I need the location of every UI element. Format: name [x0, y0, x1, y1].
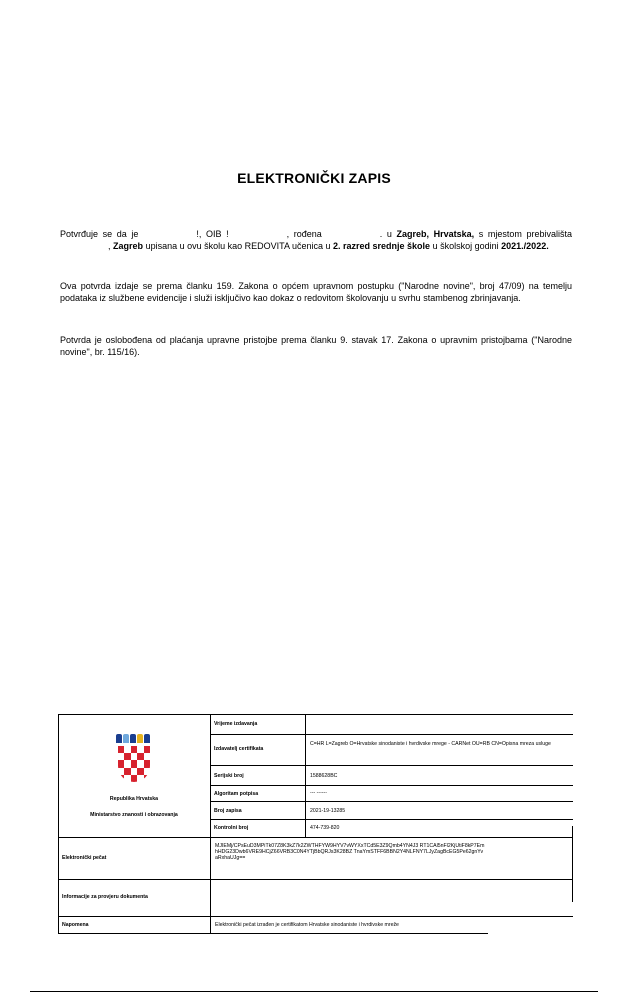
document-title: ELEKTRONIČKI ZAPIS [237, 170, 391, 186]
row-value-serial: 1588628BC [310, 773, 338, 779]
row-value-signature-algorithm: --- ------ [310, 790, 327, 796]
p1-text-g: upisana u ovu školu kao REDOVITA učenica u [145, 240, 331, 251]
row-label-serial: Serijski broj [214, 773, 244, 779]
bottom-rule [30, 991, 598, 992]
row-label-record-number: Broj zapisa [214, 808, 242, 814]
p1-text-c: , rođena [286, 229, 322, 239]
info-label: Informacije za provjeru dokumenta [62, 894, 148, 900]
paragraph-confirmation [60, 229, 572, 252]
p1-text-d: . u [379, 229, 392, 239]
row-value-cert-issuer: C=HR L=Zagreb O=Hrvatske sinodaniste i hvrdivske mrege - CARNet OU=RB CN=Opisna mreza usluge [310, 741, 551, 747]
p1-text-h: u školskoj godini [432, 240, 499, 251]
note-label: Napomena [62, 922, 89, 928]
paragraph-fee-exemption: Potvrda je oslobođena od plaćanja upravne pristojbe prema članku 9. stavak 17. Zakona o upravnim pristojbama ("Narodne novine", br. 115/16). [60, 335, 572, 357]
row-label-cert-issuer: Izdavatelj certifikata [214, 746, 264, 752]
issuer-line-2: Ministarstvo znanosti i obrazovanja [90, 812, 178, 818]
p1-place: Zagreb, Hrvatska, [396, 229, 475, 239]
p1-text-b: !, OIB ! [196, 229, 229, 239]
p1-city: Zagreb [113, 240, 144, 251]
row-value-control-number: 474-739-820 [310, 825, 340, 831]
note-value: Elektronički pečat izrađen je certifikatom Hrvatske sinodaniste i hvrdivske mreže [215, 922, 399, 928]
p1-year: 2021./2022. [501, 240, 549, 251]
issuer-line-1: Republika Hrvatska [109, 796, 159, 802]
croatian-coat-of-arms-icon [114, 734, 154, 786]
p1-text-e: s mjestom prebivališta [478, 229, 572, 239]
row-label-issued-time: Vrijeme izdavanja [214, 721, 258, 727]
seal-label: Elektronički pečat [62, 855, 107, 861]
row-label-signature-algorithm: Algoritam potpisa [214, 791, 259, 797]
seal-value: MJIEMj/CPsEuD3MPiTk07Z8K3kZ7k2ZWTHFYW9HYV7vWYXxTCd5E3Z9Qmb4YN4J3 RT1CAl5nFl2KjUtiF8kP7EmhHDG23Dwb6VRE9HCjZ66VRB3C0N4YTjBbQRJs3K28BZ TnaYmSTFF6BBN2Y4NLFNY7LJyZagBcEG5Pe62gnYvaRxhaUJg== [215, 843, 485, 861]
p1-grade: 2. razred srednje škole [333, 240, 431, 251]
p1-text-a: Potvrđuje se da je [60, 229, 139, 239]
verification-table [58, 714, 573, 934]
paragraph-legal-basis: Ova potvrda izdaje se prema članku 159. Zakona o općem upravnom postupku ("Narodne novine", broj 47/09) na temelju podataka iz službene evidencije i služi isključivo kao dokaz o redovitom školovanju u svrhu stambenog zbrinjavanja. [60, 281, 572, 303]
p1-text-f: , [108, 240, 111, 251]
row-label-control-number: Kontrolni broj [214, 825, 249, 831]
row-value-record-number: 2021-19-13285 [310, 808, 346, 814]
